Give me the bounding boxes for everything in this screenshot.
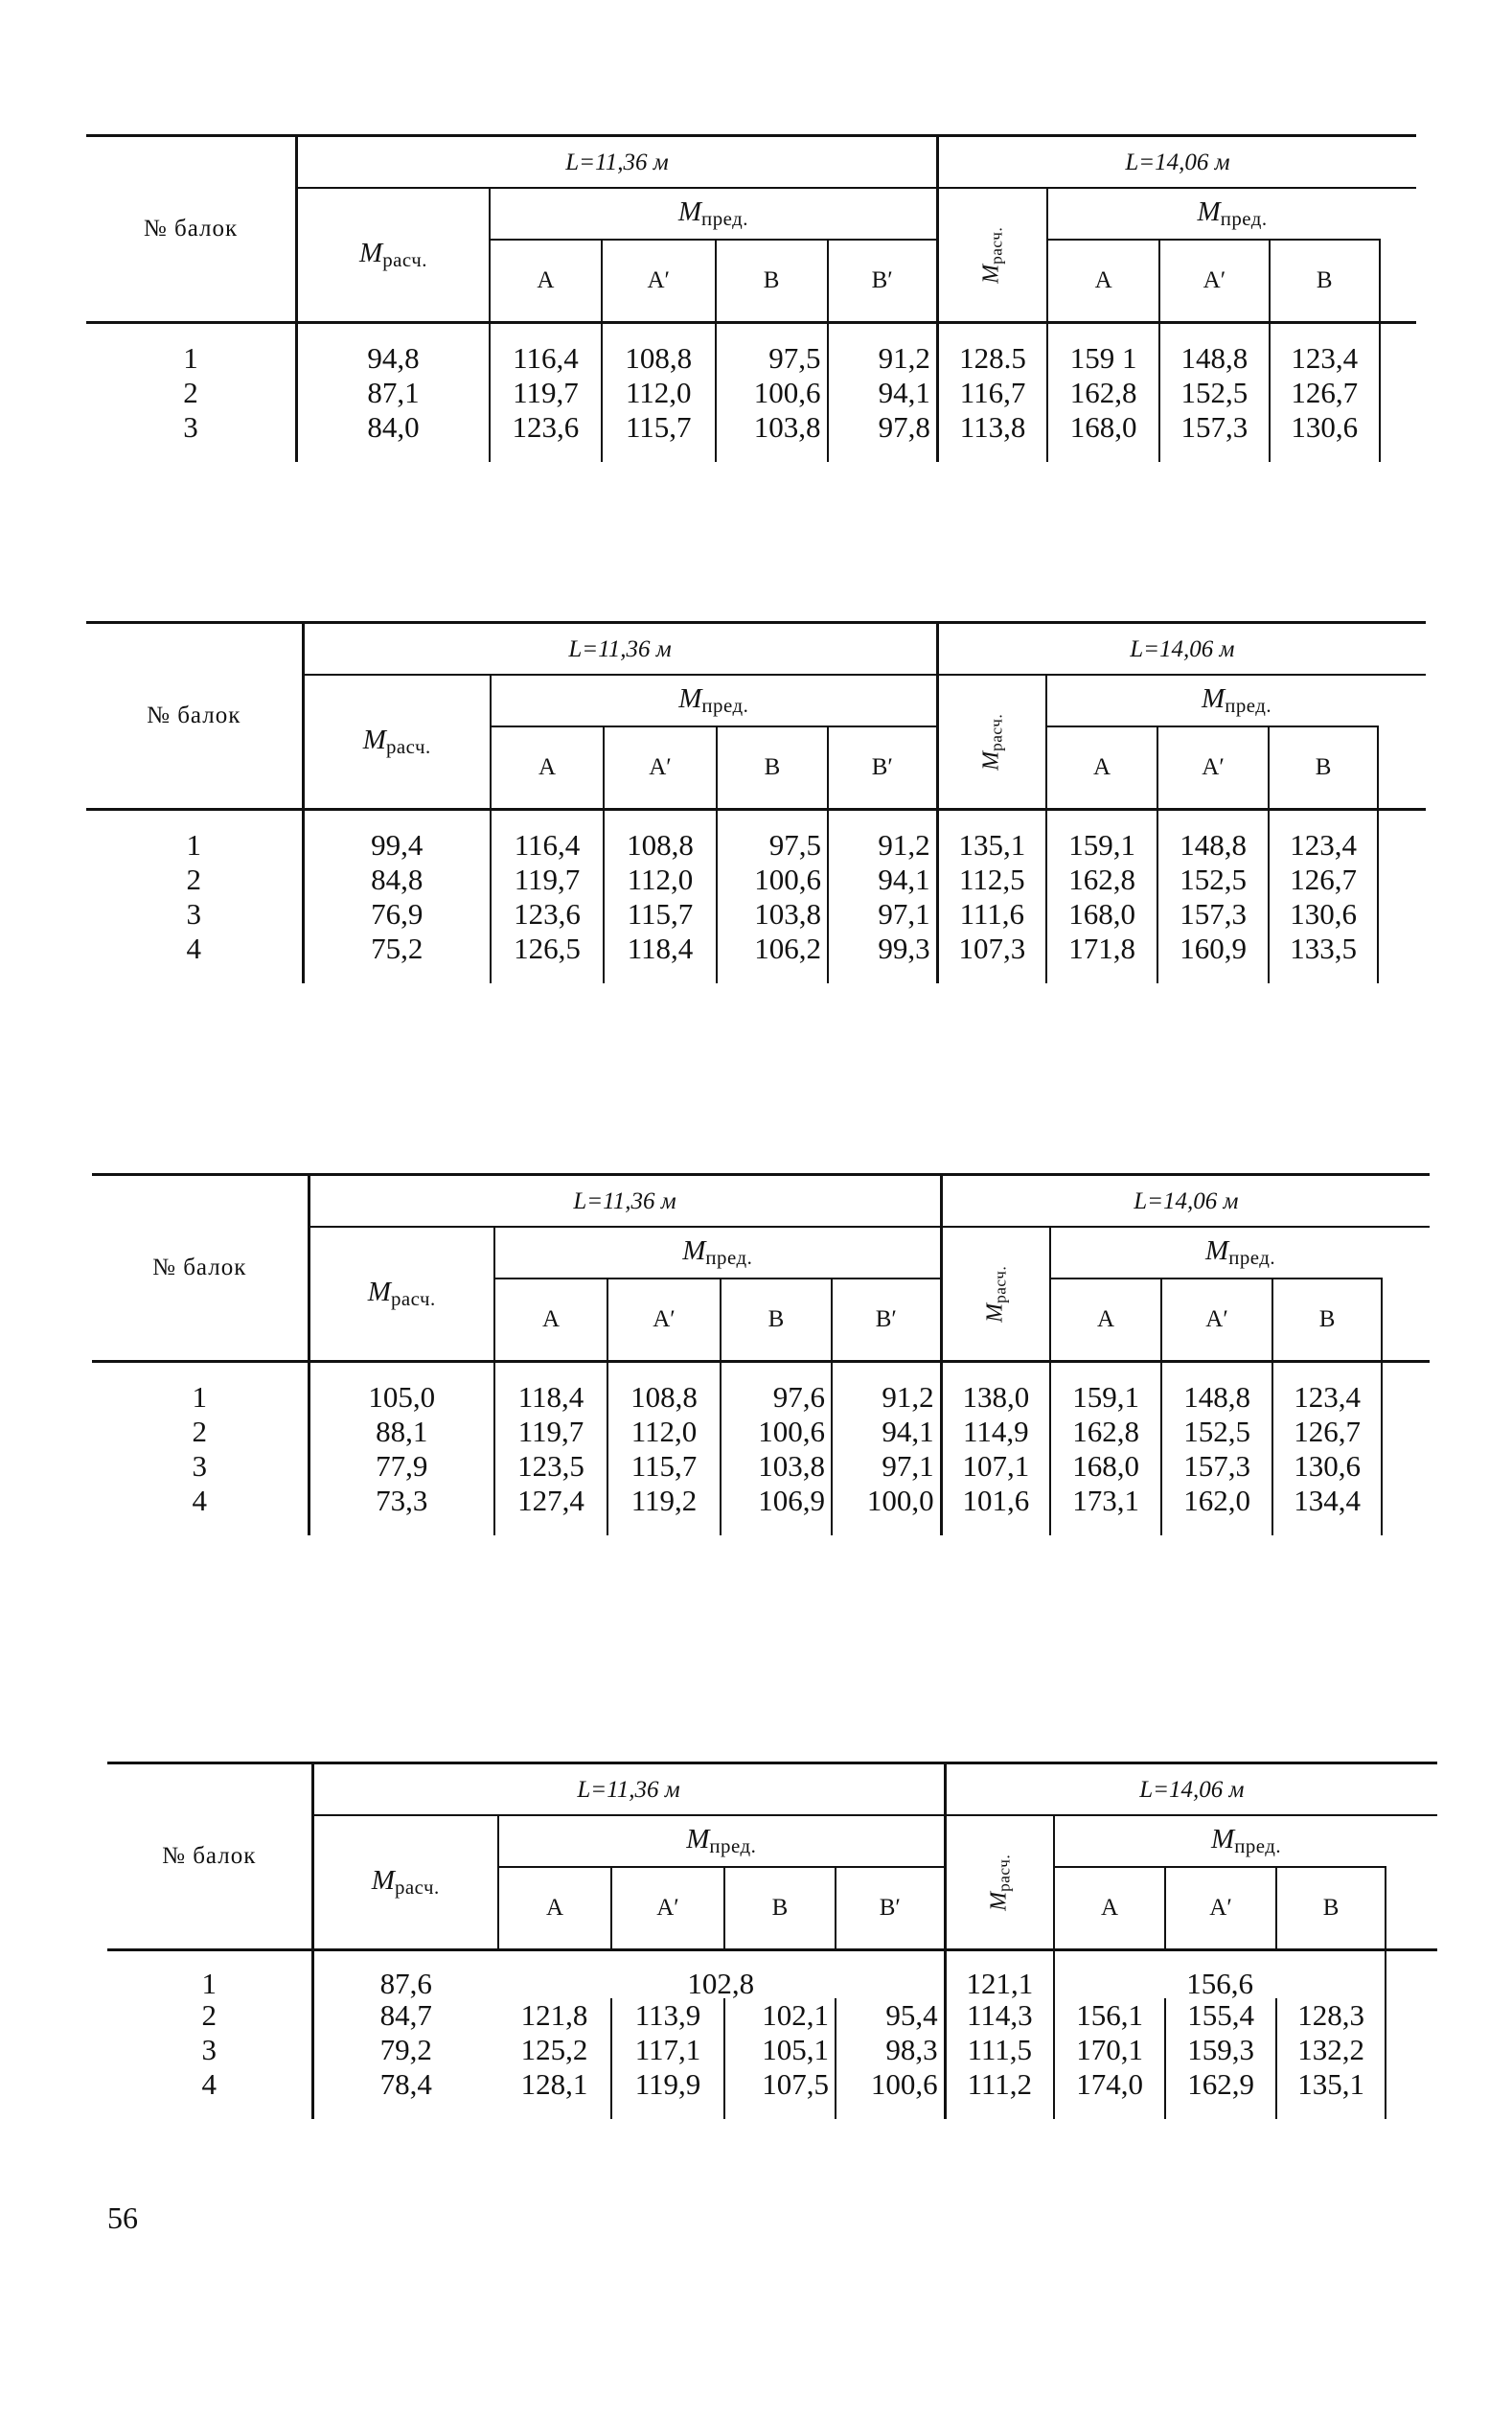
m-lim-header-2: $M_{пред.}$ — [1047, 188, 1416, 240]
m-calc-column: 84,7 79,2 78,4 — [312, 1998, 498, 2119]
col-a-prime: A′ — [604, 726, 717, 809]
lim2-a-column: 159,1 162,8 168,0 173,1 — [1050, 1361, 1161, 1535]
lim1-b-prime-column: 91,2 94,1 97,1 99,3 — [828, 809, 937, 983]
col-b: B — [717, 726, 828, 809]
row-header: № балок — [92, 1175, 309, 1362]
beam-number-column: 1 2 3 4 — [186, 827, 201, 965]
lim2-a-prime-column: 148,8 152,5 157,3 — [1159, 322, 1270, 462]
m-calc-2-column: 128.5 116,7 113,8 — [937, 322, 1047, 462]
col-a-prime: A′ — [607, 1279, 721, 1361]
span-label-1: L=11,36 м — [303, 623, 937, 676]
lim1-b-prime-column: 95,4 98,3 100,6 — [836, 1998, 945, 2119]
m-lim-header-2: $M_{пред.}$ — [1050, 1227, 1430, 1279]
lim1-a-column: 121,8 125,2 128,1 — [520, 1997, 588, 2101]
col-a-2: A — [1046, 726, 1157, 809]
m-lim-header-1: $M_{пред.}$ — [491, 675, 937, 726]
span-label-1: L=11,36 м — [309, 1175, 941, 1228]
beam-number-1: 1 — [201, 1966, 217, 2000]
lim1-b-prime-column: 91,2 94,1 97,1 100,0 — [832, 1361, 941, 1535]
span-label-1: L=11,36 м — [312, 1763, 945, 1816]
lim1-a-prime-column: 113,9 117,1 119,9 — [611, 1998, 724, 2119]
lim2-b-column: 123,4 126,7 130,6 — [1270, 322, 1380, 462]
lim1-b-column: 102,1 105,1 107,5 — [724, 1998, 836, 2119]
lim1-b-prime-column: 91,2 94,1 97,8 — [828, 322, 938, 462]
beam-number-column: 2 3 4 — [201, 1997, 217, 2101]
lim1-a-column: 116,4 119,7 123,6 126,5 — [491, 809, 604, 983]
m-calc-header: $M_{расч.}$ — [312, 1815, 498, 1949]
col-a-2: A — [1047, 240, 1159, 322]
col-a-prime-2: A′ — [1165, 1867, 1276, 1949]
beam-number-column: 1 2 3 4 — [192, 1379, 207, 1517]
m-calc-header: $M_{расч.}$ — [303, 675, 491, 809]
col-a-prime-2: A′ — [1157, 726, 1269, 809]
m-calc-header-2: $M_{расч.}$ — [937, 188, 1047, 322]
m-calc-2-column: 135,1 112,5 111,6 107,3 — [937, 809, 1046, 983]
m-lim-header-1: $M_{пред.}$ — [498, 1815, 945, 1867]
lim1-b-column: 97,5 100,6 103,8 — [716, 322, 828, 462]
lim2-a-column: 156,1 170,1 174,0 — [1054, 1998, 1165, 2119]
row-header: № балок — [86, 623, 303, 810]
col-a: A — [494, 1279, 607, 1361]
span-label-2: L=14,06 м — [941, 1175, 1430, 1228]
col-b-2: B — [1270, 240, 1380, 322]
lim2-b-column: 123,4 126,7 130,6 134,4 — [1272, 1361, 1382, 1535]
col-b-prime: B′ — [832, 1279, 941, 1361]
col-b: B — [721, 1279, 832, 1361]
m-calc-2-column: 114,3 111,5 111,2 — [945, 1998, 1054, 2119]
col-b: B — [716, 240, 828, 322]
lim2-a-column: 159,1 162,8 168,0 171,8 — [1046, 809, 1157, 983]
m-calc-header-2: $M_{расч.}$ — [941, 1227, 1050, 1361]
col-b-2: B — [1276, 1867, 1386, 1949]
col-a: A — [490, 240, 602, 322]
col-a-prime: A′ — [602, 240, 716, 322]
col-a-2: A — [1054, 1867, 1165, 1949]
col-b-2: B — [1269, 726, 1378, 809]
m-calc-1: 87,6 — [312, 1949, 498, 1998]
col-b-2: B — [1272, 1279, 1382, 1361]
m-calc-header-2: $M_{расч.}$ — [945, 1815, 1054, 1949]
span-label-1: L=11,36 м — [297, 136, 938, 189]
m-calc-header: $M_{расч.}$ — [297, 188, 490, 322]
col-a-2: A — [1050, 1279, 1161, 1361]
col-b-prime: B′ — [836, 1867, 945, 1949]
m-calc-2-1: 121,1 — [945, 1949, 1054, 1998]
col-a: A — [498, 1867, 611, 1949]
lim2-b-column: 128,3 132,2 135,1 — [1276, 1998, 1386, 2119]
m-calc-2-column: 138,0 114,9 107,1 101,6 — [941, 1361, 1050, 1535]
row-header: № балок — [86, 136, 297, 323]
lim2-merged-value: 156,6 — [1054, 1949, 1386, 1998]
span-label-2: L=14,06 м — [937, 136, 1416, 189]
lim1-b-column: 97,6 100,6 103,8 106,9 — [721, 1361, 832, 1535]
lim2-a-prime-column: 148,8 152,5 157,3 160,9 — [1157, 809, 1269, 983]
lim1-a-prime-column: 108,8 112,0 115,7 119,2 — [607, 1361, 721, 1535]
col-b: B — [724, 1867, 836, 1949]
table-4 — [107, 1762, 1437, 2119]
col-a-prime: A′ — [611, 1867, 724, 1949]
m-calc-column: 105,0 88,1 77,9 73,3 — [309, 1361, 494, 1535]
m-calc-header: $M_{расч.}$ — [309, 1227, 494, 1361]
table-1 — [86, 134, 1416, 462]
table-2 — [86, 621, 1426, 983]
lim1-merged-value: 102,8 — [687, 1966, 755, 2000]
lim2-b-column: 123,4 126,7 130,6 133,5 — [1269, 809, 1378, 983]
lim2-a-column: 159 1 162,8 168,0 — [1047, 322, 1159, 462]
col-a: A — [491, 726, 604, 809]
page-number: 56 — [107, 2200, 138, 2235]
beam-number-column: 1 2 3 — [183, 340, 198, 444]
lim1-b-column: 97,5 100,6 103,8 106,2 — [717, 809, 828, 983]
lim1-a-column: 118,4 119,7 123,5 127,4 — [494, 1361, 607, 1535]
lim1-a-prime-column: 108,8 112,0 115,7 — [602, 322, 716, 462]
row-header: № балок — [107, 1763, 312, 1950]
m-lim-header-2: $M_{пред.}$ — [1046, 675, 1426, 726]
m-lim-header-1: $M_{пред.}$ — [494, 1227, 941, 1279]
m-calc-header-2: $M_{расч.}$ — [937, 675, 1046, 809]
lim1-a-prime-column: 108,8 112,0 115,7 118,4 — [604, 809, 717, 983]
m-lim-header-2: $M_{пред.}$ — [1054, 1815, 1437, 1867]
lim2-a-prime-column: 148,8 152,5 157,3 162,0 — [1161, 1361, 1272, 1535]
m-lim-header-1: $M_{пред.}$ — [490, 188, 937, 240]
col-a-prime-2: A′ — [1159, 240, 1270, 322]
m-calc-column: 94,8 87,1 84,0 — [297, 322, 490, 462]
lim1-a-column: 116,4 119,7 123,6 — [490, 322, 602, 462]
col-b-prime: B′ — [828, 726, 937, 809]
span-label-2: L=14,06 м — [945, 1763, 1437, 1816]
lim2-a-prime-column: 155,4 159,3 162,9 — [1165, 1998, 1276, 2119]
m-calc-column: 99,4 84,8 76,9 75,2 — [303, 809, 491, 983]
span-label-2: L=14,06 м — [937, 623, 1426, 676]
col-a-prime-2: A′ — [1161, 1279, 1272, 1361]
col-b-prime: B′ — [828, 240, 938, 322]
table-3 — [92, 1173, 1430, 1535]
